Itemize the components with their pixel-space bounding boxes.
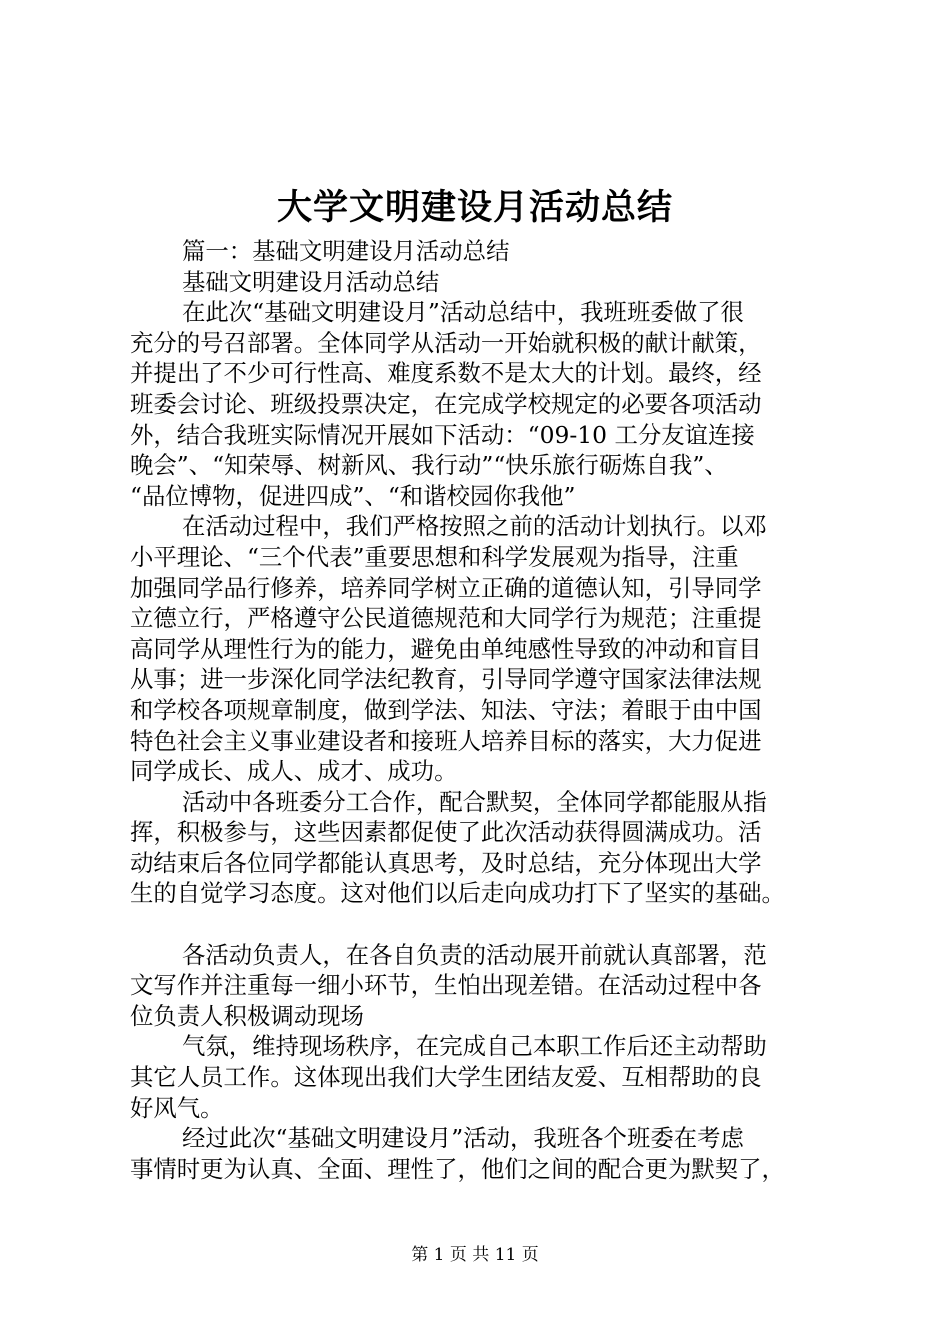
text-line: 充分的号召部署。全体同学从活动一开始就积极的献计献策， <box>130 328 762 357</box>
text-line: 生的自觉学习态度。这对他们以后走向成功打下了坚实的基础。 <box>130 879 785 908</box>
document-body <box>130 236 830 1184</box>
text-line: 立德立行，严格遵守公民道德规范和大同学行为规范；注重提 <box>130 604 762 633</box>
text-line: 经过此次“基础文明建设月”活动，我班各个班委在考虑 <box>182 1124 744 1153</box>
text-line: 好风气。 <box>130 1093 224 1122</box>
text-line: 班委会讨论、班级投票决定，在完成学校规定的必要各项活动 <box>130 389 762 418</box>
text-line: 同学成长、成人、成才、成功。 <box>130 757 458 786</box>
text-line: 篇一：基础文明建设月活动总结 <box>182 237 510 265</box>
text-line: 晚会”、“知荣辱、树新风、我行动”“快乐旅行砺炼自我”、 <box>130 451 728 480</box>
text-line: 文写作并注重每一细小环节，生怕出现差错。在活动过程中各 <box>130 971 762 1000</box>
text-line: 特色社会主义事业建设者和接班人培养目标的落实，大力促进 <box>130 726 762 755</box>
text-line: 动结束后各位同学都能认真思考，及时总结，充分体现出大学 <box>130 848 762 877</box>
text-line: 加强同学品行修养，培养同学树立正确的道德认知，引导同学 <box>130 573 762 602</box>
text-line: 在活动过程中，我们严格按照之前的活动计划执行。以邓 <box>182 512 767 541</box>
text-line: 各活动负责人，在各自负责的活动展开前就认真部署，范 <box>182 940 767 969</box>
text-line: 从事；进一步深化同学法纪教育，引导同学遵守国家法律法规 <box>130 665 762 694</box>
text-line: “品位博物，促进四成”、“和谐校园你我他” <box>130 481 576 510</box>
text-line: 高同学从理性行为的能力，避免由单纯感性导致的冲动和盲目 <box>130 634 762 663</box>
text-line: 气氛，维持现场秩序，在完成自己本职工作后还主动帮助 <box>182 1032 767 1061</box>
blank-line <box>130 909 830 940</box>
text-line: 并提出了不少可行性高、难度系数不是太大的计划。最终，经 <box>130 359 762 388</box>
text-line: 事情时更为认真、全面、理性了，他们之间的配合更为默契了， <box>130 1154 785 1183</box>
text-line: 在此次“基础文明建设月”活动总结中，我班班委做了很 <box>182 298 744 327</box>
page-footer: 第 1 页 共 11 页 <box>411 1245 539 1265</box>
text-line: 其它人员工作。这体现出我们大学生团结友爱、互相帮助的良 <box>130 1063 762 1092</box>
text-line: 和学校各项规章制度，做到学法、知法、守法；着眼于由中国 <box>130 695 762 724</box>
document-title: 大学文明建设月活动总结 <box>276 187 673 228</box>
text-line: 挥，积极参与，这些因素都促使了此次活动获得圆满成功。活 <box>130 818 762 847</box>
text-line: 活动中各班委分工合作，配合默契，全体同学都能服从指 <box>182 787 767 816</box>
text-line: 基础文明建设月活动总结 <box>182 267 440 296</box>
text-line: 外，结合我班实际情况开展如下活动：“09-10 工分友谊连接 <box>130 420 755 449</box>
text-line: 位负责人积极调动现场 <box>130 1001 364 1030</box>
text-line: 小平理论、“三个代表”重要思想和科学发展观为指导，注重 <box>130 542 739 571</box>
